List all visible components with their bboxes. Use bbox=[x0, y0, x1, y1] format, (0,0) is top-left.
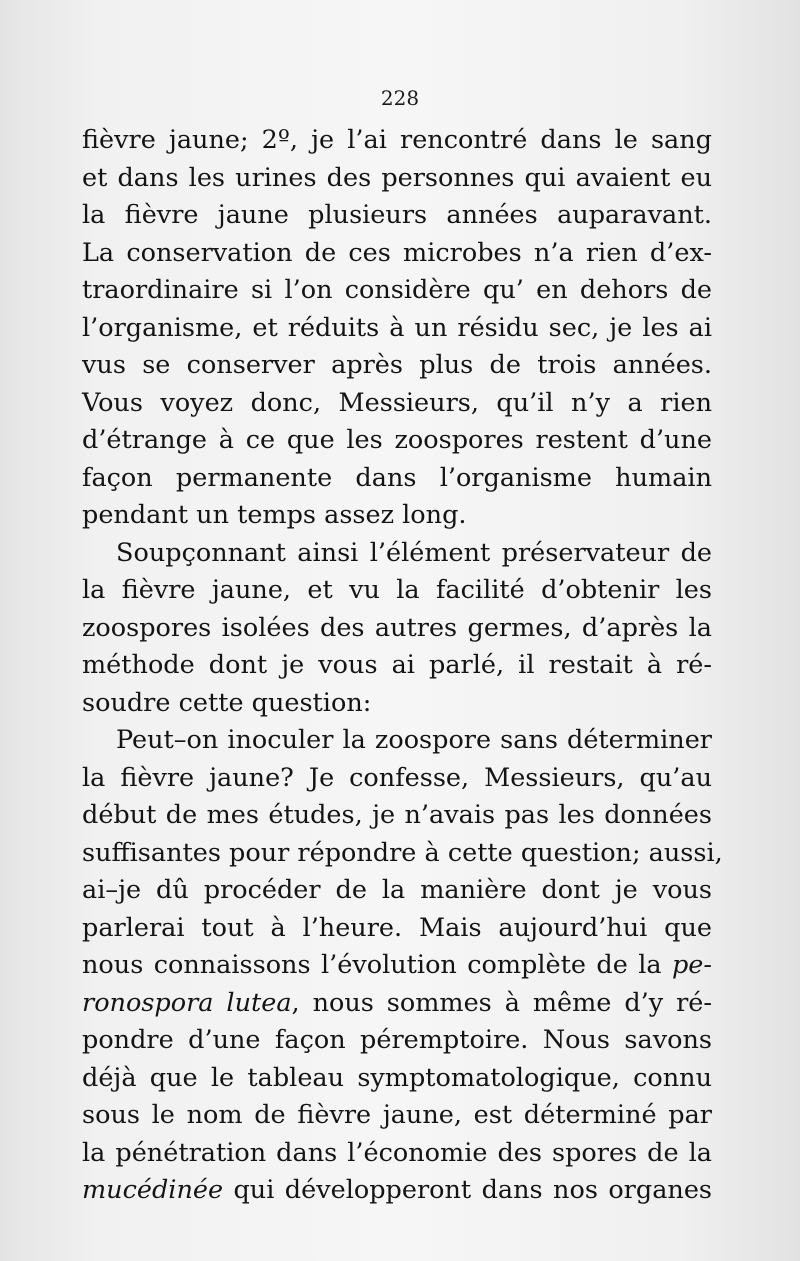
italic-term: ronospora lutea bbox=[82, 987, 292, 1018]
text-line: traordinaire si l’on considère qu’ en dehors de bbox=[82, 275, 712, 305]
text-line: sous le nom de fièvre jaune, est déterminé par bbox=[82, 1100, 712, 1130]
text-line: parlerai tout à l’heure. Mais aujourd’hui que bbox=[82, 912, 712, 943]
text-segment: nous connaissons l’évolution complète de la bbox=[82, 950, 672, 980]
text-line: la fièvre jaune, et vu la facilité d’obtenir les bbox=[82, 575, 712, 605]
paragraph-end-line: pendant un temps assez long. bbox=[82, 500, 467, 530]
italic-term: mucédinée bbox=[82, 1175, 224, 1205]
paragraph-end-line: soudre cette question: bbox=[82, 687, 372, 718]
text-line: suffisantes pour répondre à cette question; aussi, bbox=[82, 837, 723, 868]
text-line bbox=[82, 1172, 712, 1210]
text-segment: , nous sommes à même d’y ré- bbox=[291, 987, 712, 1018]
body-text bbox=[82, 122, 723, 1210]
page-number: 228 bbox=[380, 86, 420, 110]
text-line bbox=[82, 947, 712, 985]
text-line: zoospores isolées des autres germes, d’après la bbox=[82, 612, 712, 643]
text-line: fièvre jaune; 2º, je l’ai rencontré dans le sang bbox=[82, 125, 712, 155]
text-line: La conservation de ces microbes n’a rien d’ex- bbox=[82, 237, 712, 268]
text-line: façon permanente dans l’organisme humain bbox=[82, 462, 712, 493]
text-line: pondre d’une façon péremptoire. Nous savons bbox=[82, 1025, 712, 1055]
text-line: l’organisme, et réduits à un résidu sec, je les ai bbox=[82, 312, 712, 343]
text-line: Vous voyez donc, Messieurs, qu’il n’y a rien bbox=[82, 387, 712, 418]
paragraph-start-line: Soupçonnant ainsi l’élément préservateur de bbox=[116, 537, 712, 568]
text-line: vus se conserver après plus de trois années. bbox=[82, 350, 712, 380]
text-line: et dans les urines des personnes qui avaient eu bbox=[82, 162, 712, 193]
text-segment: qui développeront dans nos organes bbox=[223, 1175, 712, 1205]
text-line: déjà que le tableau symptomatologique, connu bbox=[82, 1062, 712, 1093]
text-line: la fièvre jaune plusieurs années auparavant. bbox=[82, 200, 712, 230]
italic-term: pe- bbox=[671, 950, 712, 980]
text-line: la pénétration dans l’économie des spores de la bbox=[82, 1137, 712, 1168]
text-line: méthode dont je vous ai parlé, il restait à ré- bbox=[82, 650, 712, 680]
text-line: ai–je dû procéder de la manière dont je vous bbox=[82, 875, 712, 905]
text-line bbox=[82, 985, 712, 1023]
paragraph-start-line: Peut–on inoculer la zoospore sans déterminer bbox=[116, 725, 712, 755]
text-line: début de mes études, je n’avais pas les données bbox=[82, 800, 712, 830]
text-line: la fièvre jaune? Je confesse, Messieurs, qu’au bbox=[82, 762, 712, 793]
text-line: d’étrange à ce que les zoospores restent d’une bbox=[82, 425, 712, 455]
